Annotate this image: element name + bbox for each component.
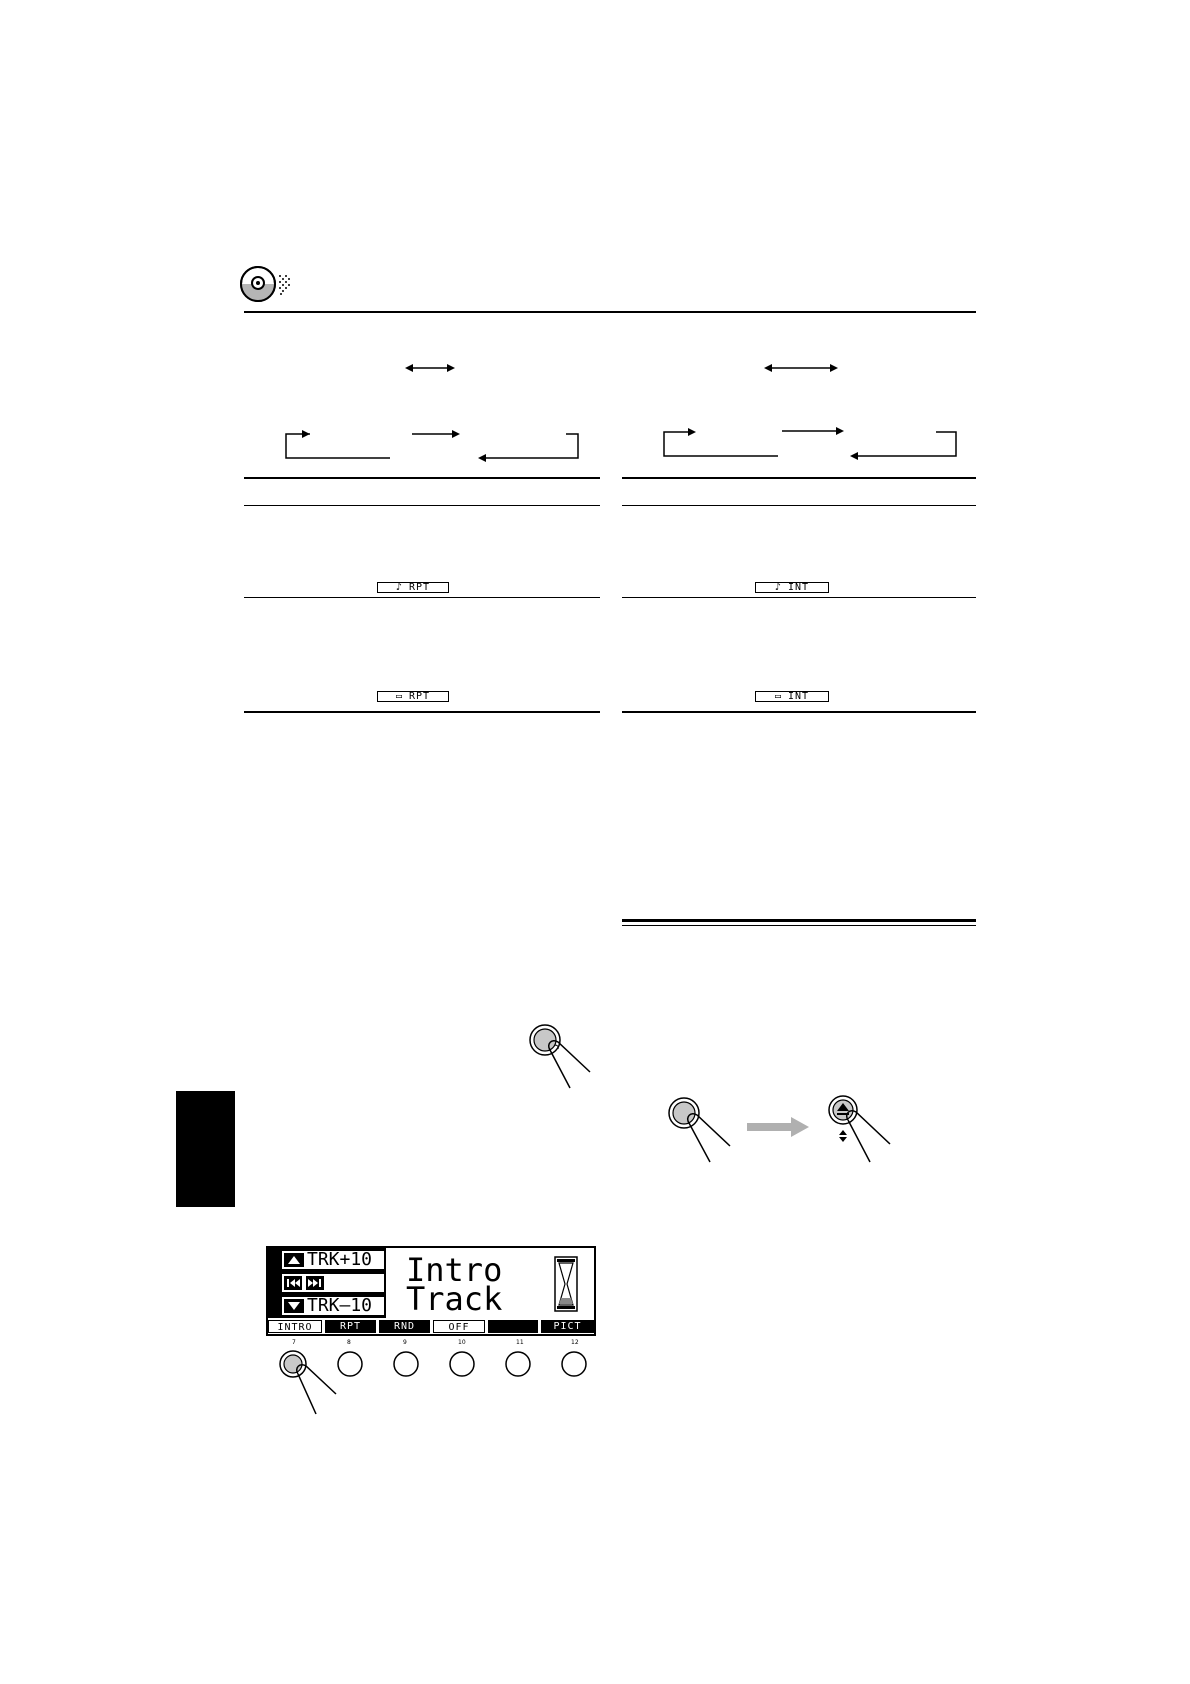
folder-icon: ▭ — [774, 691, 782, 702]
note-icon: ♪ — [774, 582, 782, 593]
indicator-label: RPT — [408, 691, 431, 702]
lcd-title-line1: Intro — [406, 1251, 503, 1289]
section-double-rule-top — [622, 919, 976, 922]
softkey-bar — [268, 1320, 594, 1334]
button-8[interactable] — [338, 1352, 362, 1376]
left-table-header-rule — [244, 505, 600, 506]
track-repeat-indicator — [377, 582, 449, 593]
note-icon: ♪ — [395, 582, 403, 593]
eject-button-press-icon[interactable] — [824, 1090, 900, 1166]
header-rule — [244, 311, 976, 313]
section-double-rule-bottom — [622, 925, 976, 926]
button-11[interactable] — [506, 1352, 530, 1376]
down-arrow-icon — [284, 1299, 304, 1313]
skip-forward-icon — [306, 1276, 324, 1290]
button-9[interactable] — [394, 1352, 418, 1376]
finger-press-button-icon[interactable] — [664, 1092, 740, 1164]
lcd-row-skip — [282, 1274, 384, 1292]
button-number: 9 — [403, 1339, 407, 1346]
lcd-display — [266, 1246, 596, 1336]
right-table-bottom-rule — [622, 711, 976, 713]
softkey-off: OFF — [433, 1320, 485, 1333]
button-10[interactable] — [450, 1352, 474, 1376]
softkey-intro: INTRO — [268, 1320, 322, 1333]
folder-repeat-indicator — [377, 691, 449, 702]
folder-intro-indicator — [755, 691, 829, 702]
hourglass-icon — [554, 1256, 578, 1312]
mode-cycle-diagram-right — [658, 422, 958, 462]
right-table-row-rule — [622, 597, 976, 598]
up-arrow-icon — [284, 1253, 304, 1267]
lcd-softkey-panel — [268, 1248, 386, 1318]
number-buttons-row — [276, 1348, 596, 1420]
softkey-picture: PICT — [541, 1320, 594, 1333]
left-table-bottom-rule — [244, 711, 600, 713]
double-arrow-right — [764, 362, 838, 374]
button-12[interactable] — [562, 1352, 586, 1376]
button-number: 7 — [292, 1339, 296, 1346]
mode-cycle-diagram-left — [280, 424, 590, 464]
button-number: 10 — [458, 1339, 466, 1346]
softkey-repeat: RPT — [325, 1320, 376, 1333]
track-up-label: TRK+10 — [307, 1249, 373, 1270]
folder-icon: ▭ — [395, 691, 403, 702]
track-down-label: TRK–10 — [307, 1295, 373, 1316]
side-tab — [176, 1091, 235, 1207]
lcd-title-line2: Track — [406, 1280, 503, 1318]
indicator-label: RPT — [408, 582, 431, 593]
button-number: 11 — [516, 1339, 524, 1346]
indicator-label: INT — [787, 691, 810, 702]
lcd-row-track-up — [282, 1251, 384, 1269]
next-step-arrow-icon — [747, 1117, 809, 1137]
lcd-row-track-down — [282, 1297, 384, 1315]
double-arrow-left — [405, 362, 455, 374]
left-table-top-rule — [244, 477, 600, 479]
cd-disc-icon — [240, 264, 298, 304]
button-number: 8 — [347, 1339, 351, 1346]
button-number: 12 — [571, 1339, 579, 1346]
finger-press-button-icon[interactable] — [526, 1020, 596, 1090]
softkey-blank — [488, 1320, 538, 1333]
softkey-random: RND — [379, 1320, 430, 1333]
right-table-header-rule — [622, 505, 976, 506]
skip-back-icon — [284, 1276, 302, 1290]
right-table-top-rule — [622, 477, 976, 479]
left-table-row-rule — [244, 597, 600, 598]
track-intro-indicator — [755, 582, 829, 593]
indicator-label: INT — [787, 582, 810, 593]
